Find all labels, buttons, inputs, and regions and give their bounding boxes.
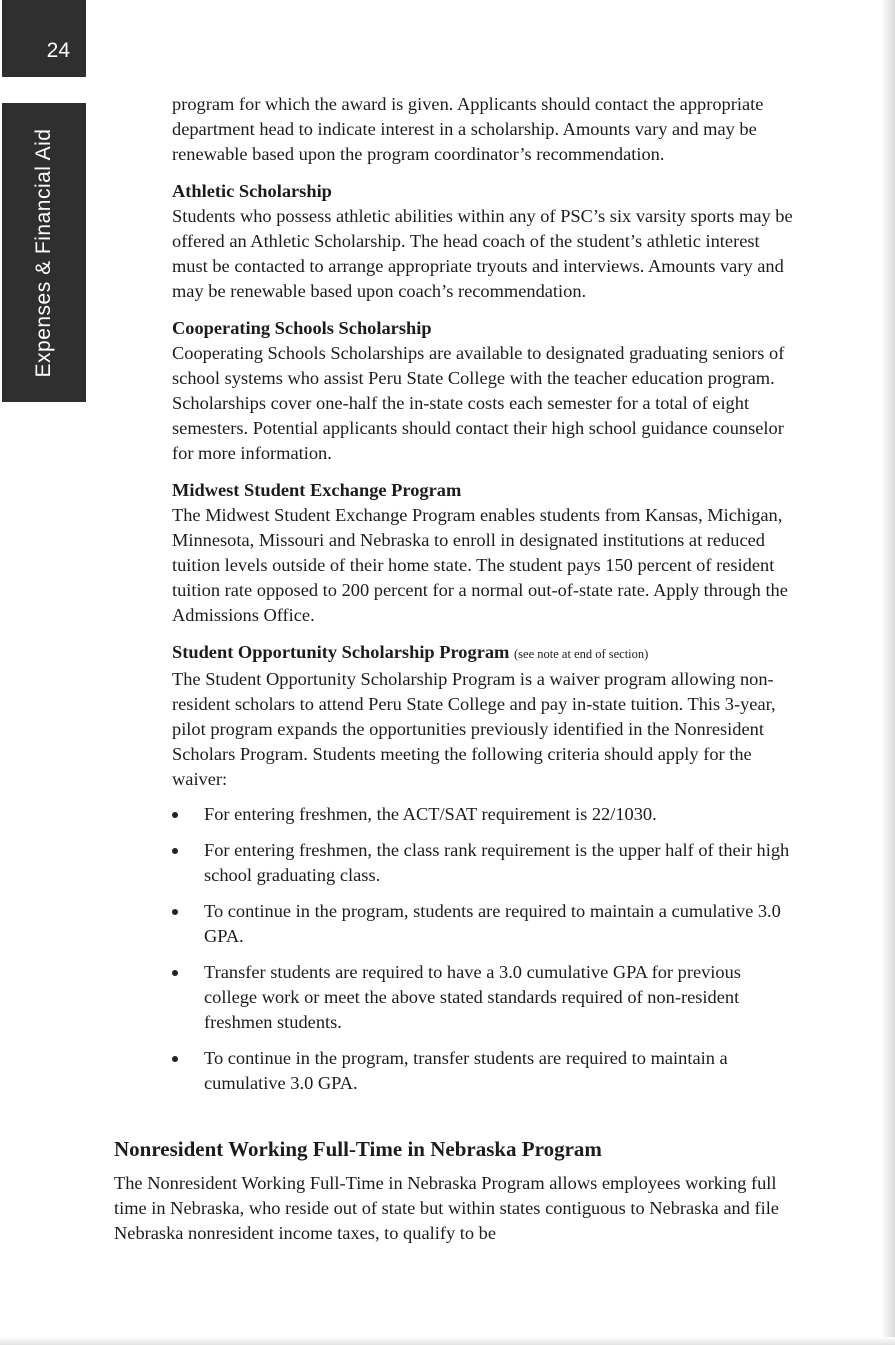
section-tab-label: Expenses & Financial Aid <box>32 128 55 378</box>
opportunity-heading: Student Opportunity Scholarship Program <box>172 642 510 662</box>
criteria-item: Transfer students are required to have a 3.0 cumulative GPA for previous college work or meet the above stated standards required of non-resident freshmen students. <box>172 960 798 1035</box>
cooperating-paragraph: Cooperating Schools Scholarships are available to designated graduating seniors of school systems who assist Peru State College with the teacher education program. Scholarships cover one-half the in-state costs each semester for a total of eight semesters. Potential applicants should contact their high school guidance counselor for more information. <box>172 343 785 463</box>
cooperating-heading: Cooperating Schools Scholarship <box>172 318 432 338</box>
midwest-heading: Midwest Student Exchange Program <box>172 480 462 500</box>
section-side-tab <box>2 103 86 402</box>
criteria-item: To continue in the program, students are required to maintain a cumulative 3.0 GPA. <box>172 899 798 949</box>
opportunity-note: (see note at end of section) <box>514 647 649 661</box>
athletic-scholarship-section <box>172 179 798 304</box>
midwest-exchange-section <box>172 478 798 628</box>
page-content <box>172 92 798 1107</box>
opportunity-scholarship-section <box>172 640 798 1096</box>
criteria-list <box>172 802 798 1096</box>
nonresident-heading: Nonresident Working Full-Time in Nebraska Program <box>114 1137 602 1161</box>
criteria-item: To continue in the program, transfer students are required to maintain a cumulative 3.0 GPA. <box>172 1046 798 1096</box>
page-edge-shadow <box>881 0 895 1345</box>
cooperating-schools-section <box>172 316 798 466</box>
athletic-paragraph: Students who possess athletic abilities within any of PSC’s six varsity sports may be offered an Athletic Scholarship. The head coach of the student’s athletic interest must be contacted to arrange appropriate tryouts and interviews. Amounts vary and may be renewable based upon coach’s recommendation. <box>172 206 793 301</box>
intro-paragraph: program for which the award is given. Applicants should contact the appropriate department head to indicate interest in a scholarship. Amounts vary and may be renewable based upon the program coordinator’s recommendation. <box>172 94 764 164</box>
nonresident-section <box>114 1136 796 1246</box>
criteria-item: For entering freshmen, the ACT/SAT requirement is 22/1030. <box>172 802 798 827</box>
opportunity-heading-line <box>172 640 798 667</box>
midwest-paragraph: The Midwest Student Exchange Program enables students from Kansas, Michigan, Minnesota, Missouri and Nebraska to enroll in designated institutions at reduced tuition levels outside of their home state. The student pays 150 percent of resident tuition rate opposed to 200 percent for a normal out-of-state rate. Apply through the Admissions Office. <box>172 505 788 625</box>
page-number: 24 <box>46 39 70 62</box>
page-bottom-shadow <box>0 1337 895 1345</box>
opportunity-paragraph: The Student Opportunity Scholarship Program is a waiver program allowing non-resident scholars to attend Peru State College and pay in-state tuition. This 3-year, pilot program expands the opportunities previously identified in the Nonresident Scholars Program. Students meeting the following criteria should apply for the waiver: <box>172 669 776 789</box>
athletic-heading: Athletic Scholarship <box>172 181 332 201</box>
criteria-item: For entering freshmen, the class rank requirement is the upper half of their high school graduating class. <box>172 838 798 888</box>
nonresident-paragraph: The Nonresident Working Full-Time in Nebraska Program allows employees working full time in Nebraska, who reside out of state but within states contiguous to Nebraska and file Nebraska nonresident income taxes, to qualify to be <box>114 1173 779 1243</box>
page-number-tab <box>2 0 86 77</box>
